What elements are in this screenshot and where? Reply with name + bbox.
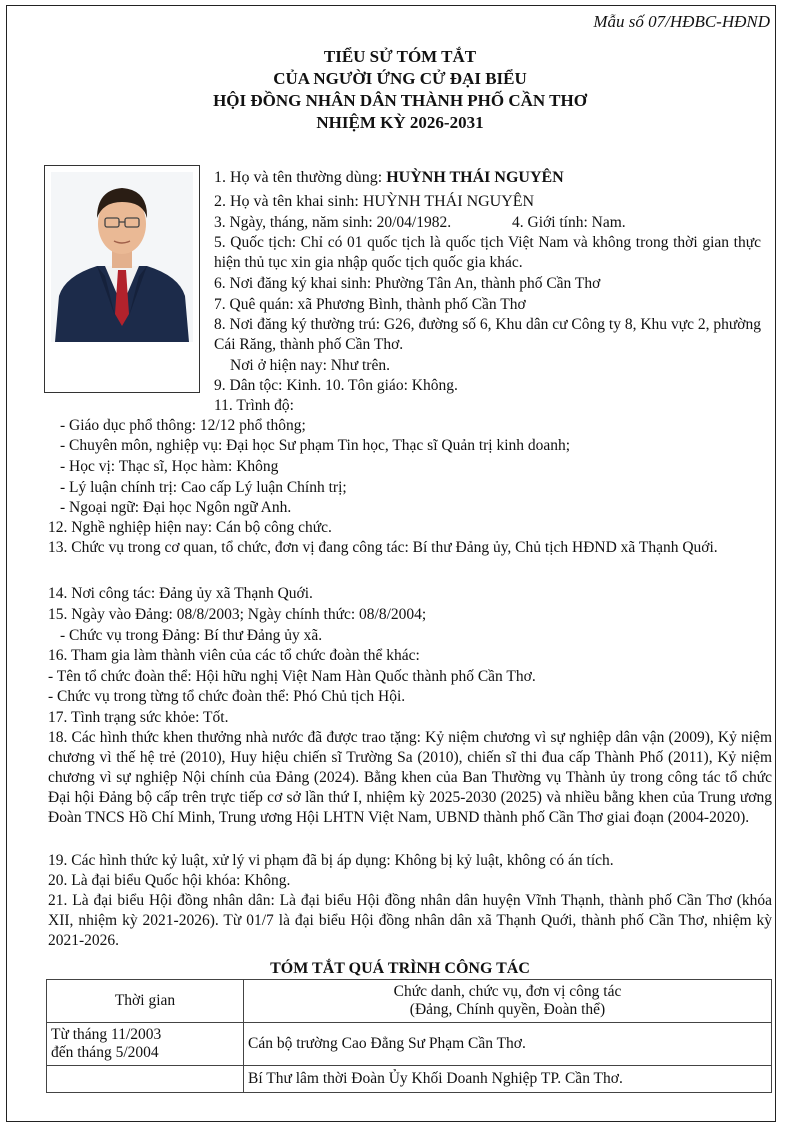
bio-item-8b: Nơi ở hiện nay: Như trên. xyxy=(230,357,390,374)
edu-degree: - Học vị: Thạc sĩ, Học hàm: Không xyxy=(60,458,279,475)
edu-political: - Lý luận chính trị: Cao cấp Lý luận Chính trị; xyxy=(60,479,347,496)
bio-item-15: 15. Ngày vào Đảng: 08/8/2003; Ngày chính thức: 08/8/2004; xyxy=(48,606,427,623)
bio-item-9: 9. Dân tộc: Kinh. 10. Tôn giáo: Không. xyxy=(214,377,458,394)
bio-item-3: 3. Ngày, tháng, năm sinh: 20/04/1982. xyxy=(214,214,452,231)
work-history-title: TÓM TẮT QUÁ TRÌNH CÔNG TÁC xyxy=(270,960,530,977)
bio-item-5: 5. Quốc tịch: Chỉ có 01 quốc tịch là quốc tịch Việt Nam và không trong thời gian thực hiện thủ tục xin gia nhập quốc tịch quốc gia khác. xyxy=(214,234,761,271)
bio-item-21: 21. Là đại biểu Hội đồng nhân dân: Là đại biểu Hội đồng nhân dân huyện Vĩnh Thạnh, thành phố Cần Thơ (khóa XII, nhiệm kỳ 2021-2026). Từ 01/7 là đại biểu Hội đồng nhân dân xã Thạnh Quới, thành phố Cần Thơ, nhiệm kỳ 2021-2026. xyxy=(48,892,772,949)
table-row xyxy=(47,1066,772,1093)
row-position: Bí Thư lâm thời Đoàn Ủy Khối Doanh Nghiệp TP. Cần Thơ. xyxy=(244,1066,772,1093)
bio-item-6: 6. Nơi đăng ký khai sinh: Phường Tân An, thành phố Cần Thơ xyxy=(214,275,601,292)
table-row xyxy=(47,1023,772,1066)
header-position: Chức danh, chức vụ, đơn vị công tác (Đảng, Chính quyền, Đoàn thể) xyxy=(244,980,772,1023)
portrait-photo xyxy=(44,165,200,393)
portrait-image xyxy=(45,166,199,392)
title-line: TIỂU SỬ TÓM TẮT xyxy=(323,47,477,66)
edu-professional: - Chuyên môn, nghiệp vụ: Đại học Sư phạm Tin học, Thạc sĩ Quản trị kinh doanh; xyxy=(60,437,571,454)
bio-item-16: 16. Tham gia làm thành viên của các tổ chức đoàn thể khác: xyxy=(48,647,420,664)
form-number: Mẫu số 07/HĐBC-HĐND xyxy=(593,12,770,31)
table-header-row xyxy=(47,980,772,1023)
bio-item-16b: - Chức vụ trong từng tổ chức đoàn thể: Phó Chủ tịch Hội. xyxy=(48,688,406,705)
bio-item-1: 1. Họ và tên thường dùng: HUỲNH THÁI NGUYÊN xyxy=(214,169,564,186)
title-line: NHIỆM KỲ 2026-2031 xyxy=(316,113,484,132)
bio-item-15b: - Chức vụ trong Đảng: Bí thư Đảng ủy xã. xyxy=(60,627,323,644)
bio-item-18: 18. Các hình thức khen thưởng nhà nước đã được trao tặng: Kỷ niệm chương vì sự nghiệp dân vận (2009), Kỷ niệm chương vì thế hệ trẻ (2010), Huy hiệu chiến sĩ Trường Sa (2010), chiến sĩ thi đua cấp Thành Phố (2011), Kỷ niệm chương vì sự nghiệp Nội chính của Đảng (2024). Bằng khen của Ban Thường vụ Thành ủy trong công tác tổ chức Đại hội Đảng bộ cấp trên trực tiếp cơ sở lần thứ I, nhiệm kỳ 2025-2030 (2025) và nhiều bằng khen của Trung ương Đoàn TNCS Hồ Chí Minh, Trung ương Hội LHTN Việt Nam, UBND thành phố Cần Thơ giai đoạn (2004-2020). xyxy=(48,729,772,826)
row-time xyxy=(47,1066,244,1093)
bio-item-14: 14. Nơi công tác: Đảng ủy xã Thạnh Quới. xyxy=(48,585,313,602)
edu-language: - Ngoại ngữ: Đại học Ngôn ngữ Anh. xyxy=(60,499,292,516)
row-position: Cán bộ trường Cao Đẳng Sư Phạm Cần Thơ. xyxy=(244,1023,772,1066)
bio-item-12: 12. Nghề nghiệp hiện nay: Cán bộ công chức. xyxy=(48,519,332,536)
title-line: HỘI ĐỒNG NHÂN DÂN THÀNH PHỐ CẦN THƠ xyxy=(213,91,587,110)
bio-item-20: 20. Là đại biểu Quốc hội khóa: Không. xyxy=(48,872,291,889)
work-history-table xyxy=(46,979,772,1093)
bio-item-17: 17. Tình trạng sức khỏe: Tốt. xyxy=(48,709,229,726)
bio-item-13: 13. Chức vụ trong cơ quan, tổ chức, đơn vị đang công tác: Bí thư Đảng ủy, Chủ tịch HĐND xã Thạnh Quới. xyxy=(48,539,718,556)
title-line: CỦA NGƯỜI ỨNG CỬ ĐẠI BIỂU xyxy=(273,69,527,88)
bio-item-7: 7. Quê quán: xã Phương Bình, thành phố Cần Thơ xyxy=(214,296,526,313)
bio-item-16a: - Tên tổ chức đoàn thể: Hội hữu nghị Việt Nam Hàn Quốc thành phố Cần Thơ. xyxy=(48,668,536,685)
edu-general: - Giáo dục phổ thông: 12/12 phổ thông; xyxy=(60,417,306,434)
bio-item-11: 11. Trình độ: xyxy=(214,397,294,414)
row-time: Từ tháng 11/2003 đến tháng 5/2004 xyxy=(47,1023,244,1066)
header-time: Thời gian xyxy=(47,980,244,1023)
bio-item-4: 4. Giới tính: Nam. xyxy=(512,214,626,231)
document-title xyxy=(0,46,800,134)
bio-item-19: 19. Các hình thức kỷ luật, xử lý vi phạm đã bị áp dụng: Không bị kỷ luật, không có án tích. xyxy=(48,852,614,869)
bio-item-2: 2. Họ và tên khai sinh: HUỲNH THÁI NGUYÊN xyxy=(214,193,535,210)
bio-item-8: 8. Nơi đăng ký thường trú: G26, đường số 6, Khu dân cư Công ty 8, Khu vực 2, phường Cái Răng, thành phố Cần Thơ. xyxy=(214,316,761,353)
